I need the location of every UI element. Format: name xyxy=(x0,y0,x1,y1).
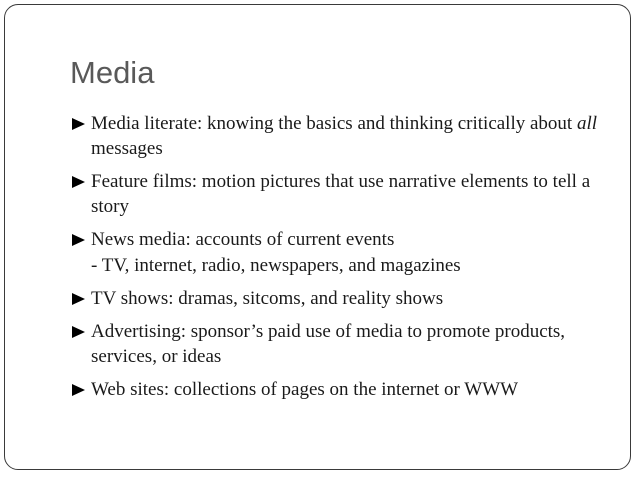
bullet-news-media xyxy=(72,227,612,252)
bullet-text: Media literate: knowing the basics and thinking critically about xyxy=(91,113,577,134)
bullet-text: News media: accounts of current events xyxy=(91,229,395,250)
triangle-bullet-icon xyxy=(72,234,85,246)
triangle-bullet-icon xyxy=(72,293,85,305)
bullet-text-end: messages xyxy=(91,138,163,159)
bullet-text: - TV, internet, radio, newspapers, and magazines xyxy=(91,255,461,276)
bullet-web-sites xyxy=(72,377,612,402)
bullet-emphasis: all xyxy=(576,113,598,134)
slide-title: Media xyxy=(70,55,155,90)
bullet-feature-films xyxy=(72,169,612,219)
bullet-text: TV shows: dramas, sitcoms, and reality shows xyxy=(91,288,444,309)
bullet-media-literate xyxy=(72,111,612,161)
bullet-text: Feature films: motion pictures that use narrative elements to tell a story xyxy=(91,171,591,217)
triangle-bullet-icon xyxy=(72,384,85,396)
bullet-advertising xyxy=(72,319,612,369)
bullet-list xyxy=(72,111,612,410)
bullet-tv-shows xyxy=(72,286,612,311)
triangle-bullet-icon xyxy=(72,326,85,338)
bullet-news-subitems xyxy=(72,253,612,278)
triangle-bullet-icon xyxy=(72,118,85,130)
triangle-bullet-icon xyxy=(72,176,85,188)
bullet-text: Web sites: collections of pages on the internet or WWW xyxy=(91,379,519,400)
bullet-text: Advertising: sponsor’s paid use of media to promote products, services, or ideas xyxy=(91,321,566,367)
